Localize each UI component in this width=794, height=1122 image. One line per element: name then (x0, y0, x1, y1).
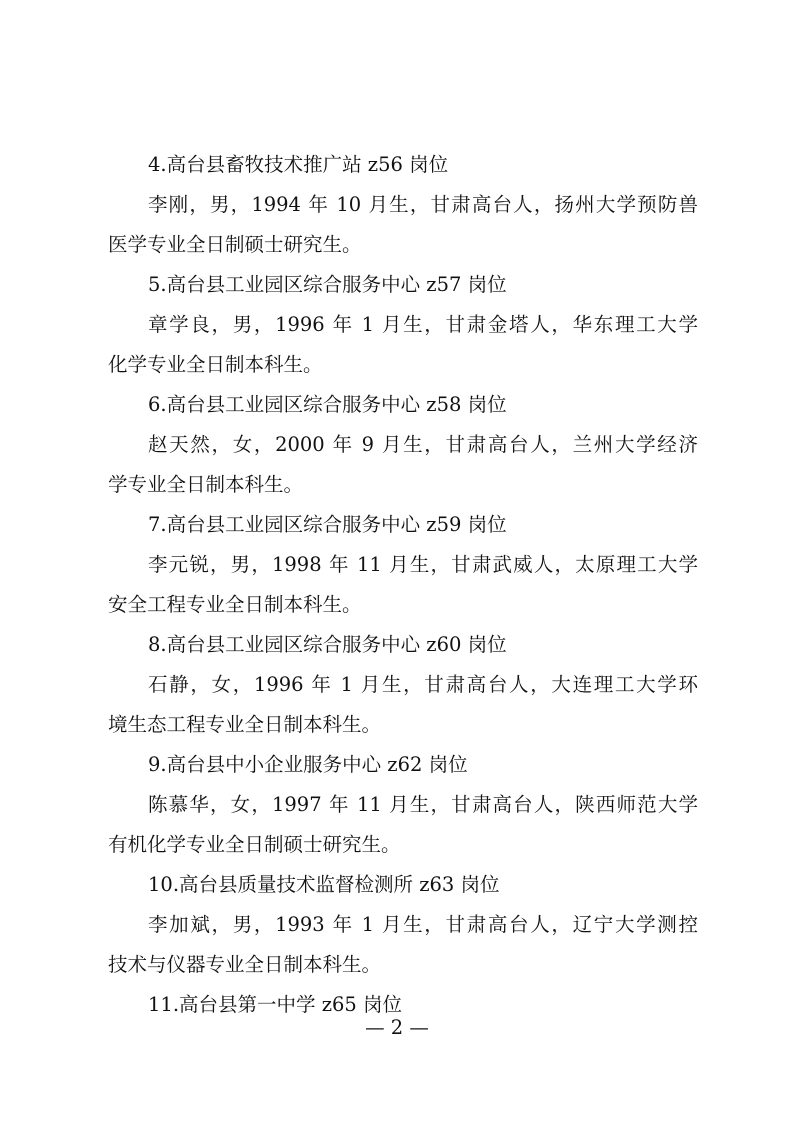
text-line: 医学专业全日制硕士研究生。 (108, 233, 362, 256)
text-line: 李加斌，男，1993 年 1 月生，甘肃高台人，辽宁大学测控 (148, 913, 698, 936)
text-line: 学专业全日制本科生。 (108, 473, 304, 496)
document-body (108, 146, 698, 1026)
text-line: 章学良，男，1996 年 1 月生，甘肃金塔人，华东理工大学 (148, 313, 698, 336)
text-line: 陈慕华，女，1997 年 11 月生，甘肃高台人，陕西师范大学 (148, 793, 698, 816)
text-line: 境生态工程专业全日制本科生。 (108, 713, 382, 736)
text-line: 李刚，男，1994 年 10 月生，甘肃高台人，扬州大学预防兽 (148, 193, 698, 216)
text-line: 4.高台县畜牧技术推广站 z56 岗位 (148, 153, 449, 176)
text-line: 安全工程专业全日制本科生。 (108, 593, 362, 616)
text-line: 化学专业全日制本科生。 (108, 353, 323, 376)
text-line: 11.高台县第一中学 z65 岗位 (148, 993, 402, 1016)
page-number: — 2 — (365, 1016, 429, 1039)
text-line: 技术与仪器专业全日制本科生。 (108, 953, 382, 976)
text-line: 赵天然，女，2000 年 9 月生，甘肃高台人，兰州大学经济 (148, 433, 698, 456)
text-line: 8.高台县工业园区综合服务中心 z60 岗位 (148, 633, 507, 656)
text-line: 有机化学专业全日制硕士研究生。 (108, 833, 401, 856)
text-line: 9.高台县中小企业服务中心 z62 岗位 (148, 753, 468, 776)
text-line: 石静，女，1996 年 1 月生，甘肃高台人，大连理工大学环 (148, 673, 698, 696)
text-line: 7.高台县工业园区综合服务中心 z59 岗位 (148, 513, 507, 536)
text-line: 李元锐，男，1998 年 11 月生，甘肃武威人，太原理工大学 (148, 553, 698, 576)
text-line: 5.高台县工业园区综合服务中心 z57 岗位 (148, 273, 507, 296)
text-line: 10.高台县质量技术监督检测所 z63 岗位 (148, 873, 500, 896)
text-line: 6.高台县工业园区综合服务中心 z58 岗位 (148, 393, 507, 416)
